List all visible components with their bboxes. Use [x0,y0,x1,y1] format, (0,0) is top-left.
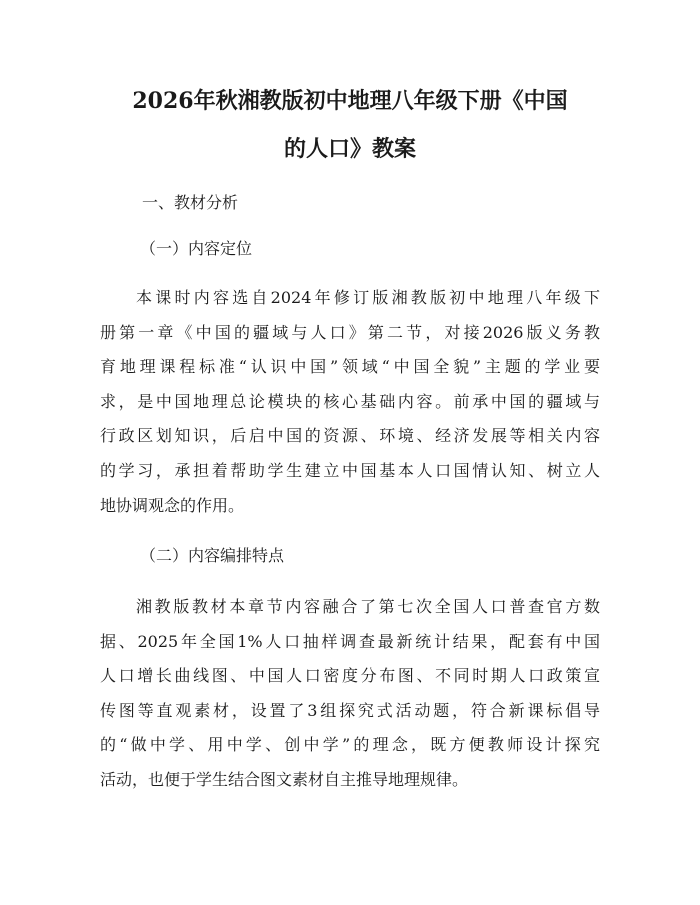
paragraph-line: 本课时内容选自2024年修订版湘教版初中地理八年级下 [136,288,600,307]
document-title-line-2: 的人口》教案 [283,136,416,162]
paragraph-line: 人口增长曲线图、中国人口密度分布图、不同时期人口政策宣 [100,666,600,686]
subsection-heading-arrangement-features: （二）内容编排特点 [140,546,285,565]
paragraph-arrangement-features [100,590,600,798]
paragraph-line: 传图等直观素材，设置了3组探究式活动题，符合新课标倡导 [100,700,600,720]
paragraph-line: 育地理课程标准“认识中国”领域“中国全貌”主题的学业要 [100,357,600,377]
section-heading-textbook-analysis: 一、教材分析 [142,193,239,212]
paragraph-line: 的“做中学、用中学、创中学”的理念，既方便教师设计探究 [100,735,600,755]
paragraph-content-positioning [100,281,600,523]
paragraph-line: 地协调观念的作用。 [100,495,245,515]
paragraph-line: 求，是中国地理总论模块的核心基础内容。前承中国的疆域与 [100,391,600,411]
paragraph-line: 的学习，承担着帮助学生建立中国基本人口国情认知、树立人 [100,460,600,480]
paragraph-line: 册第一章《中国的疆域与人口》第二节，对接2026版义务教 [100,322,600,342]
subsection-heading-content-positioning: （一）内容定位 [140,239,253,258]
paragraph-line: 据、2025年全国1%人口抽样调查最新统计结果，配套有中国 [100,631,600,651]
paragraph-line: 湘教版教材本章节内容融合了第七次全国人口普查官方数 [136,597,600,616]
paragraph-line: 活动，也便于学生结合图文素材自主推导地理规律。 [100,769,469,789]
document-title-line-1: 2026年秋湘教版初中地理八年级下册《中国 [132,88,568,114]
paragraph-line: 行政区划知识，后启中国的资源、环境、经济发展等相关内容 [100,426,600,446]
